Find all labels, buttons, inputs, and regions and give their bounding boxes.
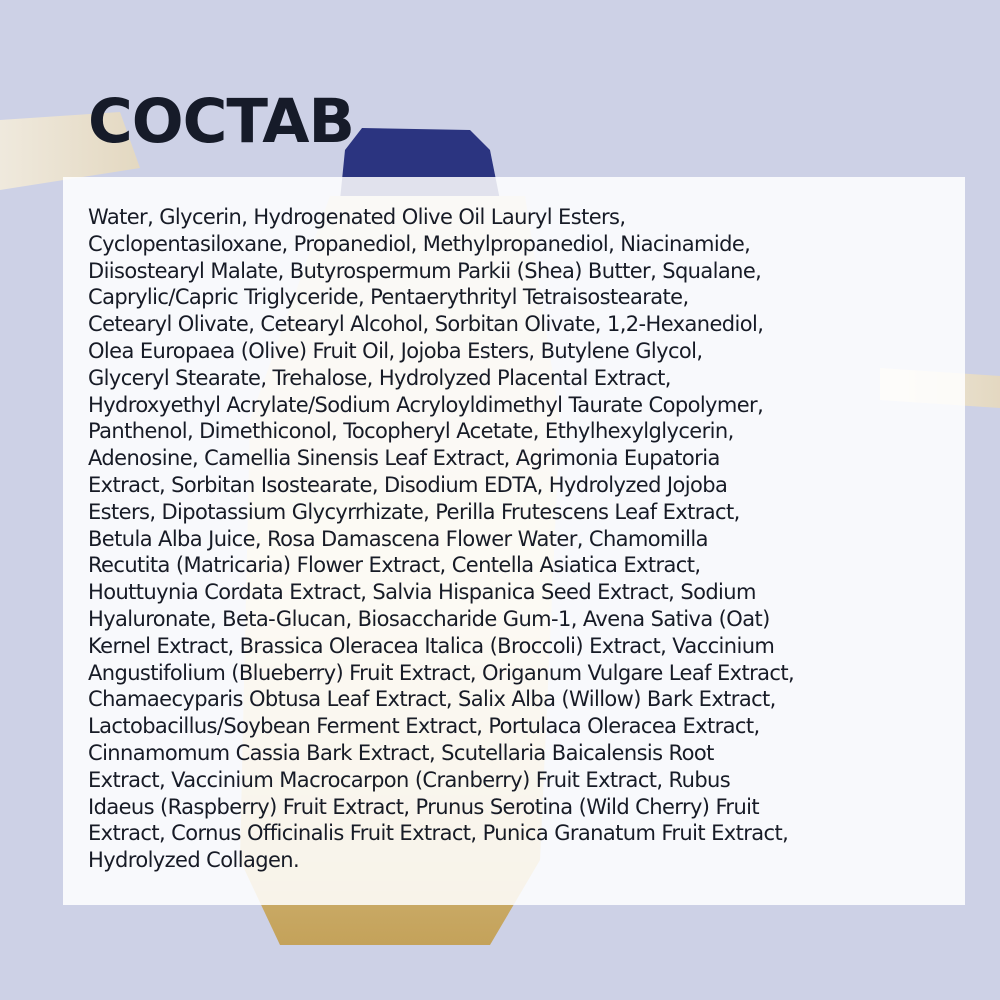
ingredients-line: Extract, Sorbitan Isostearate, Disodium EDTA, Hydrolyzed Jojoba xyxy=(88,472,728,497)
page-title: COCTAB xyxy=(88,86,354,157)
ingredients-list xyxy=(88,204,948,874)
ingredients-line: Lactobacillus/Soybean Ferment Extract, Portulaca Oleracea Extract, xyxy=(88,714,760,739)
ingredients-line: Cinnamomum Cassia Bark Extract, Scutellaria Baicalensis Root xyxy=(88,740,714,765)
ingredients-line: Water, Glycerin, Hydrogenated Olive Oil Lauryl Esters, xyxy=(88,205,626,229)
ingredients-line: Esters, Dipotassium Glycyrrhizate, Perilla Frutescens Leaf Extract, xyxy=(88,499,740,524)
ingredients-line: Panthenol, Dimethiconol, Tocopheryl Acetate, Ethylhexylglycerin, xyxy=(88,419,734,444)
ingredients-line: Betula Alba Juice, Rosa Damascena Flower Water, Chamomilla xyxy=(88,526,708,551)
ingredients-line: Cetearyl Olivate, Cetearyl Alcohol, Sorbitan Olivate, 1,2-Hexanediol, xyxy=(88,312,764,337)
ingredients-line: Extract, Cornus Officinalis Fruit Extract, Punica Granatum Fruit Extract, xyxy=(88,821,789,846)
ingredients-line: Cyclopentasiloxane, Propanediol, Methylpropanediol, Niacinamide, xyxy=(88,231,751,256)
ingredients-line: Extract, Vaccinium Macrocarpon (Cranberry) Fruit Extract, Rubus xyxy=(88,767,731,792)
ingredients-line: Idaeus (Raspberry) Fruit Extract, Prunus Serotina (Wild Cherry) Fruit xyxy=(88,794,760,819)
ingredients-line: Recutita (Matricaria) Flower Extract, Centella Asiatica Extract, xyxy=(88,553,701,578)
ingredients-line: Kernel Extract, Brassica Oleracea Italica (Broccoli) Extract, Vaccinium xyxy=(88,633,775,658)
ingredients-line: Caprylic/Capric Triglyceride, Pentaerythrityl Tetraisostearate, xyxy=(88,285,689,310)
ingredients-line: Glyceryl Stearate, Trehalose, Hydrolyzed Placental Extract, xyxy=(88,365,671,390)
ingredients-line: Houttuynia Cordata Extract, Salvia Hispanica Seed Extract, Sodium xyxy=(88,580,756,605)
ingredients-line: Hydroxyethyl Acrylate/Sodium Acryloyldimethyl Taurate Copolymer, xyxy=(88,392,764,417)
ingredients-line: Adenosine, Camellia Sinensis Leaf Extract, Agrimonia Eupatoria xyxy=(88,446,720,471)
ingredients-line: Diisostearyl Malate, Butyrospermum Parkii (Shea) Butter, Squalane, xyxy=(88,258,762,283)
ingredients-line: Hydrolyzed Collagen. xyxy=(88,848,300,873)
ingredients-line: Hyaluronate, Beta-Glucan, Biosaccharide Gum-1, Avena Sativa (Oat) xyxy=(88,606,770,631)
ingredients-line: Angustifolium (Blueberry) Fruit Extract, Origanum Vulgare Leaf Extract, xyxy=(88,660,795,685)
ingredients-line: Olea Europaea (Olive) Fruit Oil, Jojoba Esters, Butylene Glycol, xyxy=(88,338,703,363)
ingredients-line: Chamaecyparis Obtusa Leaf Extract, Salix Alba (Willow) Bark Extract, xyxy=(88,687,776,712)
